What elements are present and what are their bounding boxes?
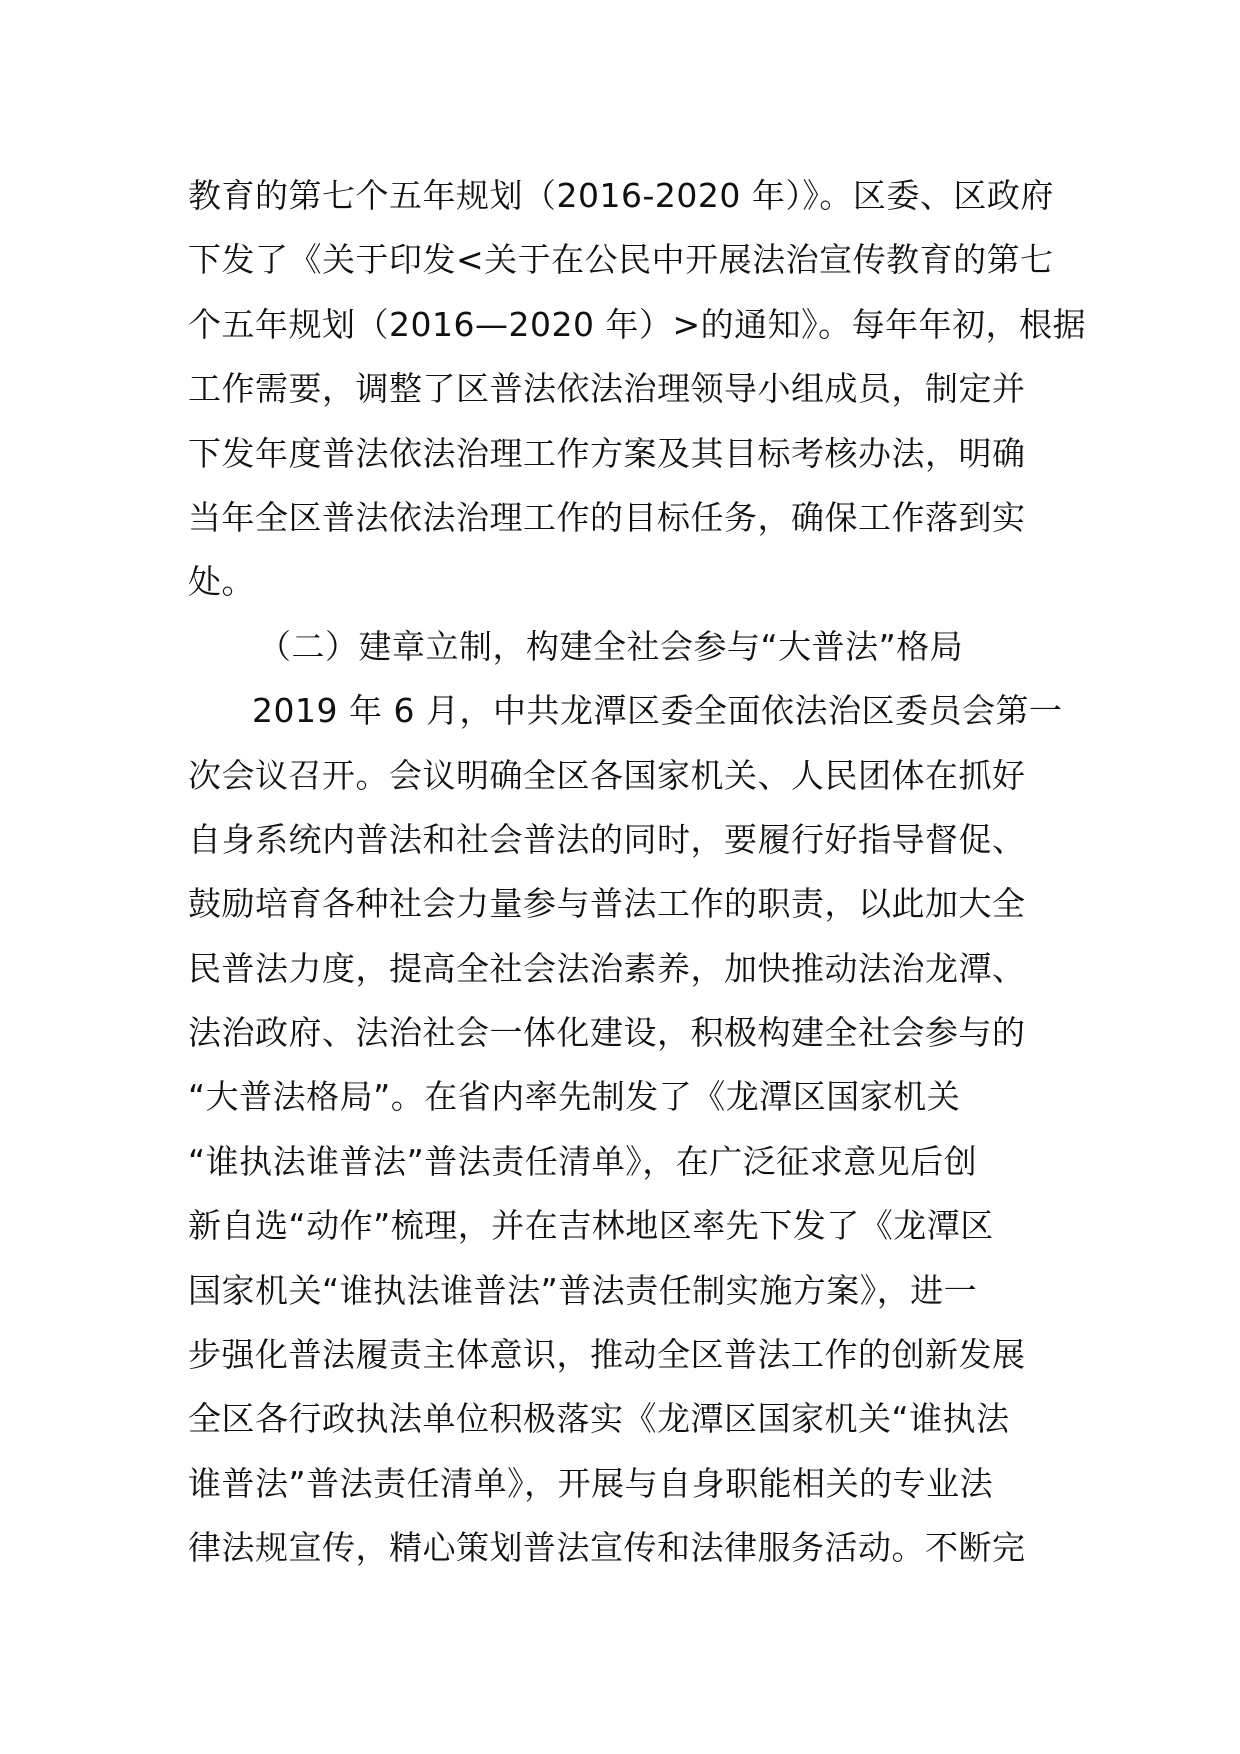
text-line: 新自选“动作”梳理，并在吉林地区率先下发了《龙潭区 bbox=[188, 1206, 994, 1246]
text-line: 步强化普法履责主体意识，推动全区普法工作的创新发展 bbox=[188, 1335, 1026, 1375]
text-line: 律法规宣传，精心策划普法宣传和法律服务活动。不断完 bbox=[188, 1528, 1026, 1568]
text-line: 鼓励培育各种社会力量参与普法工作的职责，以此加大全 bbox=[188, 884, 1026, 924]
text-line: 处。 bbox=[188, 562, 255, 602]
text-line: 谁普法”普法责任清单》，开展与自身职能相关的专业法 bbox=[188, 1463, 994, 1503]
text-line: 法治政府、法治社会一体化建设，积极构建全社会参与的 bbox=[188, 1013, 1026, 1053]
text-line: “大普法格局”。在省内率先制发了《龙潭区国家机关 bbox=[188, 1077, 961, 1117]
text-line: 工作需要，调整了区普法依法治理领导小组成员，制定并 bbox=[188, 369, 1026, 409]
text-line: 自身系统内普法和社会普法的同时，要履行好指导督促、 bbox=[188, 819, 1026, 859]
text-line: 下发年度普法依法治理工作方案及其目标考核办法，明确 bbox=[188, 433, 1026, 473]
text-line: 次会议召开。会议明确全区各国家机关、人民团体在抓好 bbox=[188, 755, 1026, 795]
text-line: 民普法力度，提高全社会法治素养，加快推动法治龙潭、 bbox=[188, 948, 1026, 988]
text-line: “谁执法谁普法”普法责任清单》，在广泛征求意见后创 bbox=[188, 1141, 978, 1181]
text-line: 国家机关“谁执法谁普法”普法责任制实施方案》，进一 bbox=[188, 1270, 978, 1310]
text-line: 全区各行政执法单位积极落实《龙潭区国家机关“谁执法 bbox=[188, 1399, 1010, 1439]
text-line: 2019 年 6 月，中共龙潭区委全面依法治区委员会第一 bbox=[252, 691, 1063, 731]
section-heading: （二）建章立制，构建全社会参与“大普法”格局 bbox=[258, 626, 964, 666]
text-line: 当年全区普法依法治理工作的目标任务，确保工作落到实 bbox=[188, 497, 1026, 537]
text-line: 下发了《关于印发<关于在公民中开展法治宣传教育的第七 bbox=[188, 240, 1054, 280]
body-text bbox=[188, 164, 1087, 1581]
text-line: 个五年规划（2016—2020 年）>的通知》。每年年初，根据 bbox=[188, 304, 1087, 344]
text-line: 教育的第七个五年规划（2016-2020 年）》。区委、区政府 bbox=[188, 176, 1054, 215]
